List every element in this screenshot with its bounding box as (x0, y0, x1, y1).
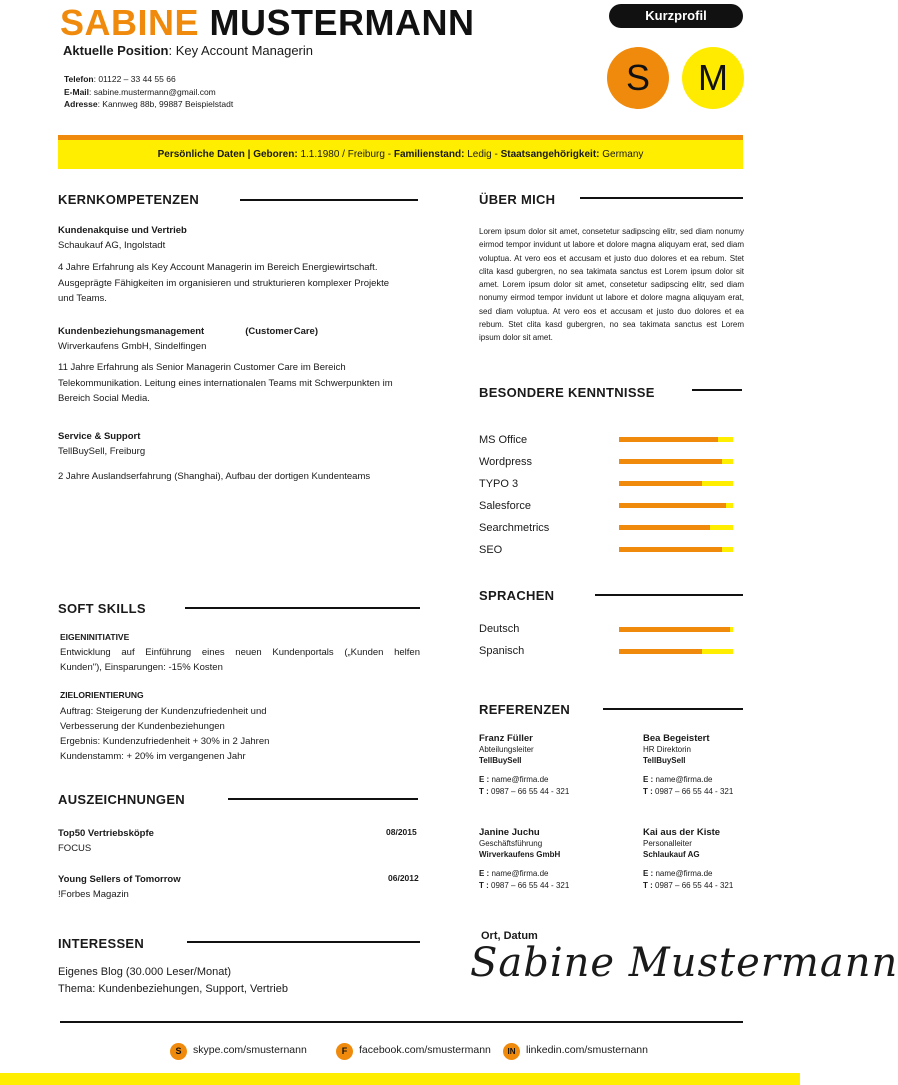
reference-phone: 0987 – 66 55 44 - 321 (652, 787, 734, 796)
email-label: E : (479, 869, 490, 878)
linkedin-icon: IN (503, 1043, 520, 1060)
reference-name: Bea Begeistert (643, 733, 710, 744)
reference-card (479, 733, 569, 798)
reference-company: TellBuySell (643, 756, 686, 765)
reference-phone: 0987 – 66 55 44 - 321 (488, 881, 570, 890)
reference-name: Kai aus der Kiste (643, 827, 721, 838)
email-line (64, 86, 233, 99)
personal-label: Persönliche Daten | Geboren: (157, 149, 298, 160)
soft-skill-line: Verbesserung der Kundenbeziehungen (60, 721, 225, 732)
birth-value: 1.1.1980 / Freiburg - (297, 149, 394, 160)
skill-bar-fill (619, 547, 722, 552)
contact-block (64, 73, 233, 111)
kenntnisse-heading: BESONDERE KENNTNISSE (479, 385, 655, 400)
reference-name: Janine Juchu (479, 827, 540, 838)
resume-name (60, 2, 475, 44)
skype-icon: S (170, 1043, 187, 1060)
reference-email: name@firma.de (489, 775, 549, 784)
competence-title (58, 324, 418, 339)
initial-s-circle: S (607, 47, 669, 109)
reference-phone: 0987 – 66 55 44 - 321 (652, 881, 734, 890)
reference-name: Franz Füller (479, 733, 533, 744)
section-rule (692, 389, 742, 391)
email-value: : sabine.mustermann@gmail.com (89, 86, 216, 97)
position-value: : Key Account Managerin (168, 43, 313, 58)
marital-value: Ledig - (464, 149, 501, 160)
award-source: FOCUS (58, 843, 92, 854)
email-label: E-Mail (64, 86, 90, 97)
interest-line: Thema: Kundenbeziehungen, Support, Vertrieb (58, 983, 288, 995)
facebook-link[interactable]: facebook.com/smustermann (359, 1044, 491, 1056)
kurzprofil-badge: Kurzprofil (609, 4, 743, 28)
reference-company: TellBuySell (479, 756, 522, 765)
language-label: Spanisch (479, 645, 525, 657)
nationality-value: Germany (599, 149, 644, 160)
facebook-icon: F (336, 1043, 353, 1060)
email-label: E : (643, 869, 654, 878)
section-rule (187, 941, 420, 943)
reference-phone: 0987 – 66 55 44 - 321 (488, 787, 570, 796)
soft-skill-line: Kundenstamm: + 20% im vergangenen Jahr (60, 751, 246, 762)
skill-label: Wordpress (479, 456, 532, 468)
competence-text: 11 Jahre Erfahrung als Senior Managerin Customer Care im Bereich Telekommunikation. Leitung eines internationalen Teams mit Schwerpunkten im Bereich Social Media. (58, 362, 393, 404)
reference-card (643, 733, 733, 798)
current-position (63, 43, 313, 58)
competence-title-part: Kundenbeziehungsmanagement (58, 326, 205, 337)
skill-bar-fill (619, 503, 726, 508)
skill-label: TYPO 3 (479, 478, 519, 490)
phone-label: T : (479, 881, 489, 890)
skype-link[interactable]: skype.com/smusternann (193, 1044, 307, 1056)
competence-title: Service & Support (58, 431, 141, 442)
section-rule (580, 197, 743, 199)
marital-label: Familienstand: (393, 149, 465, 160)
phone-line (64, 73, 233, 86)
competence-title-part: (Customer (245, 326, 293, 337)
skill-label: SEO (479, 544, 503, 556)
email-label: E : (643, 775, 654, 784)
phone-label: T : (643, 881, 653, 890)
auszeichnungen-heading: AUSZEICHNUNGEN (58, 792, 185, 807)
language-label: Deutsch (479, 623, 520, 635)
linkedin-link[interactable]: linkedin.com/smusternann (526, 1044, 648, 1056)
footer-rule (60, 1021, 743, 1023)
reference-email: name@firma.de (653, 869, 713, 878)
skill-bar-fill (619, 459, 722, 464)
phone-label: T : (643, 787, 653, 796)
reference-role: Personalleiter (643, 839, 692, 848)
reference-role: Abteilungsleiter (479, 745, 534, 754)
competence-company: Schaukauf AG, Ingolstadt (58, 240, 166, 251)
soft-skill-line: Ergebnis: Kundenzufriedenheit + 30% in 2 Jahren (60, 736, 270, 747)
soft-skill-line: Kunden"), Einsparungen: -15% Kosten (60, 662, 223, 673)
nationality-label: Staatsangehörigkeit: (500, 149, 600, 160)
section-rule (240, 199, 418, 201)
skill-label: Salesforce (479, 500, 531, 512)
reference-role: HR Direktorin (643, 745, 692, 754)
signature: Sabine Mustermann (470, 940, 898, 986)
email-label: E : (479, 775, 490, 784)
section-rule (595, 594, 743, 596)
competence-title-part: Care) (293, 326, 318, 337)
competence-text: 2 Jahre Auslandserfahrung (Shanghai), Aufbau der dortigen Kundenteams (58, 471, 371, 482)
reference-card (479, 827, 569, 892)
place-date-label: Ort, Datum (481, 930, 538, 942)
section-rule (603, 708, 743, 710)
last-name: MUSTERMANN (209, 2, 475, 43)
sprachen-heading: SPRACHEN (479, 588, 555, 603)
about-me-text: Lorem ipsum dolor sit amet, consetetur sadipscing elitr, sed diam nonumy eirmod tempor invidunt ut labore et dolore magna aliquyam erat, sed diam voluptua. At vero eos et accusam et justo duo dolores et ea rebum. Stet clita kasd gubergren, no sea takimata sanctus est Lorem ipsum dolor sit amet. Lorem ipsum dolor sit amet, consetetur sadipscing elitr, sed diam nonumy eirmod tempor invidunt ut labore et dolore magna aliquyam erat, sed diam voluptua. At vero eos et accusam et justo duo dolores et ea rebum. Stet clita kasd gubergren, no sea takimata sanctus est Lorem ipsum dolor sit amet. (479, 227, 744, 343)
phone-value: : 01122 – 33 44 55 66 (93, 74, 176, 84)
phone-label: Telefon (64, 74, 94, 84)
skill-bar-fill (619, 437, 718, 442)
competence-text: 4 Jahre Erfahrung als Key Account Managerin im Bereich Energiewirtschaft. Ausgeprägte Fähigkeiten im organisieren und strukturieren komplexer Projekte und Teams. (58, 262, 390, 304)
phone-label: T : (479, 787, 489, 796)
skill-label: Searchmetrics (479, 522, 550, 534)
reference-card (643, 827, 733, 892)
interessen-heading: INTERESSEN (58, 936, 145, 951)
skill-label: MS Office (479, 434, 528, 446)
soft-skill-line: Auftrag: Steigerung der Kundenzufriedenheit und (60, 706, 267, 717)
soft-skill-title: EIGENINITIATIVE (60, 632, 130, 642)
reference-email: name@firma.de (489, 869, 549, 878)
address-value: : Kannweg 88b, 99887 Beispielstadt (97, 99, 234, 109)
bottom-band (0, 1073, 800, 1085)
section-rule (185, 607, 420, 609)
reference-company: Wirverkaufens GmbH (479, 850, 561, 859)
address-line (64, 98, 233, 111)
soft-skills-heading: SOFT SKILLS (58, 601, 146, 616)
soft-skill-line: Entwicklung auf Einführung eines neuen Kundenportals („Kunden helfen (60, 647, 420, 658)
ueber-mich-heading: ÜBER MICH (479, 192, 556, 207)
award-date: 08/2015 (386, 827, 417, 837)
award-title: Top50 Vertriebsköpfe (58, 828, 154, 839)
position-label: Aktuelle Position (63, 43, 169, 58)
soft-skill-title: ZIELORIENTIERUNG (60, 690, 144, 700)
competence-title: Kundenakquise und Vertrieb (58, 225, 187, 236)
language-bar-fill (619, 649, 702, 654)
first-name: SABINE (60, 2, 200, 43)
kernkompetenzen-heading: KERNKOMPETENZEN (58, 192, 200, 207)
referenzen-heading: REFERENZEN (479, 702, 571, 717)
reference-role: Geschäftsführung (479, 839, 543, 848)
competence-company: TellBuySell, Freiburg (58, 446, 146, 457)
award-date: 06/2012 (388, 873, 419, 883)
competence-company: Wirverkaufens GmbH, Sindelfingen (58, 341, 207, 352)
personal-data-band (58, 140, 743, 169)
reference-email: name@firma.de (653, 775, 713, 784)
skill-bar-fill (619, 481, 702, 486)
address-label: Adresse (64, 99, 98, 109)
initial-m-circle: M (682, 47, 744, 109)
section-rule (228, 798, 418, 800)
award-title: Young Sellers of Tomorrow (58, 874, 181, 885)
skill-bar-fill (619, 525, 710, 530)
reference-company: Schlaukauf AG (643, 850, 700, 859)
award-source: !Forbes Magazin (58, 889, 129, 900)
language-bar-fill (619, 627, 730, 632)
interest-line: Eigenes Blog (30.000 Leser/Monat) (58, 966, 232, 978)
